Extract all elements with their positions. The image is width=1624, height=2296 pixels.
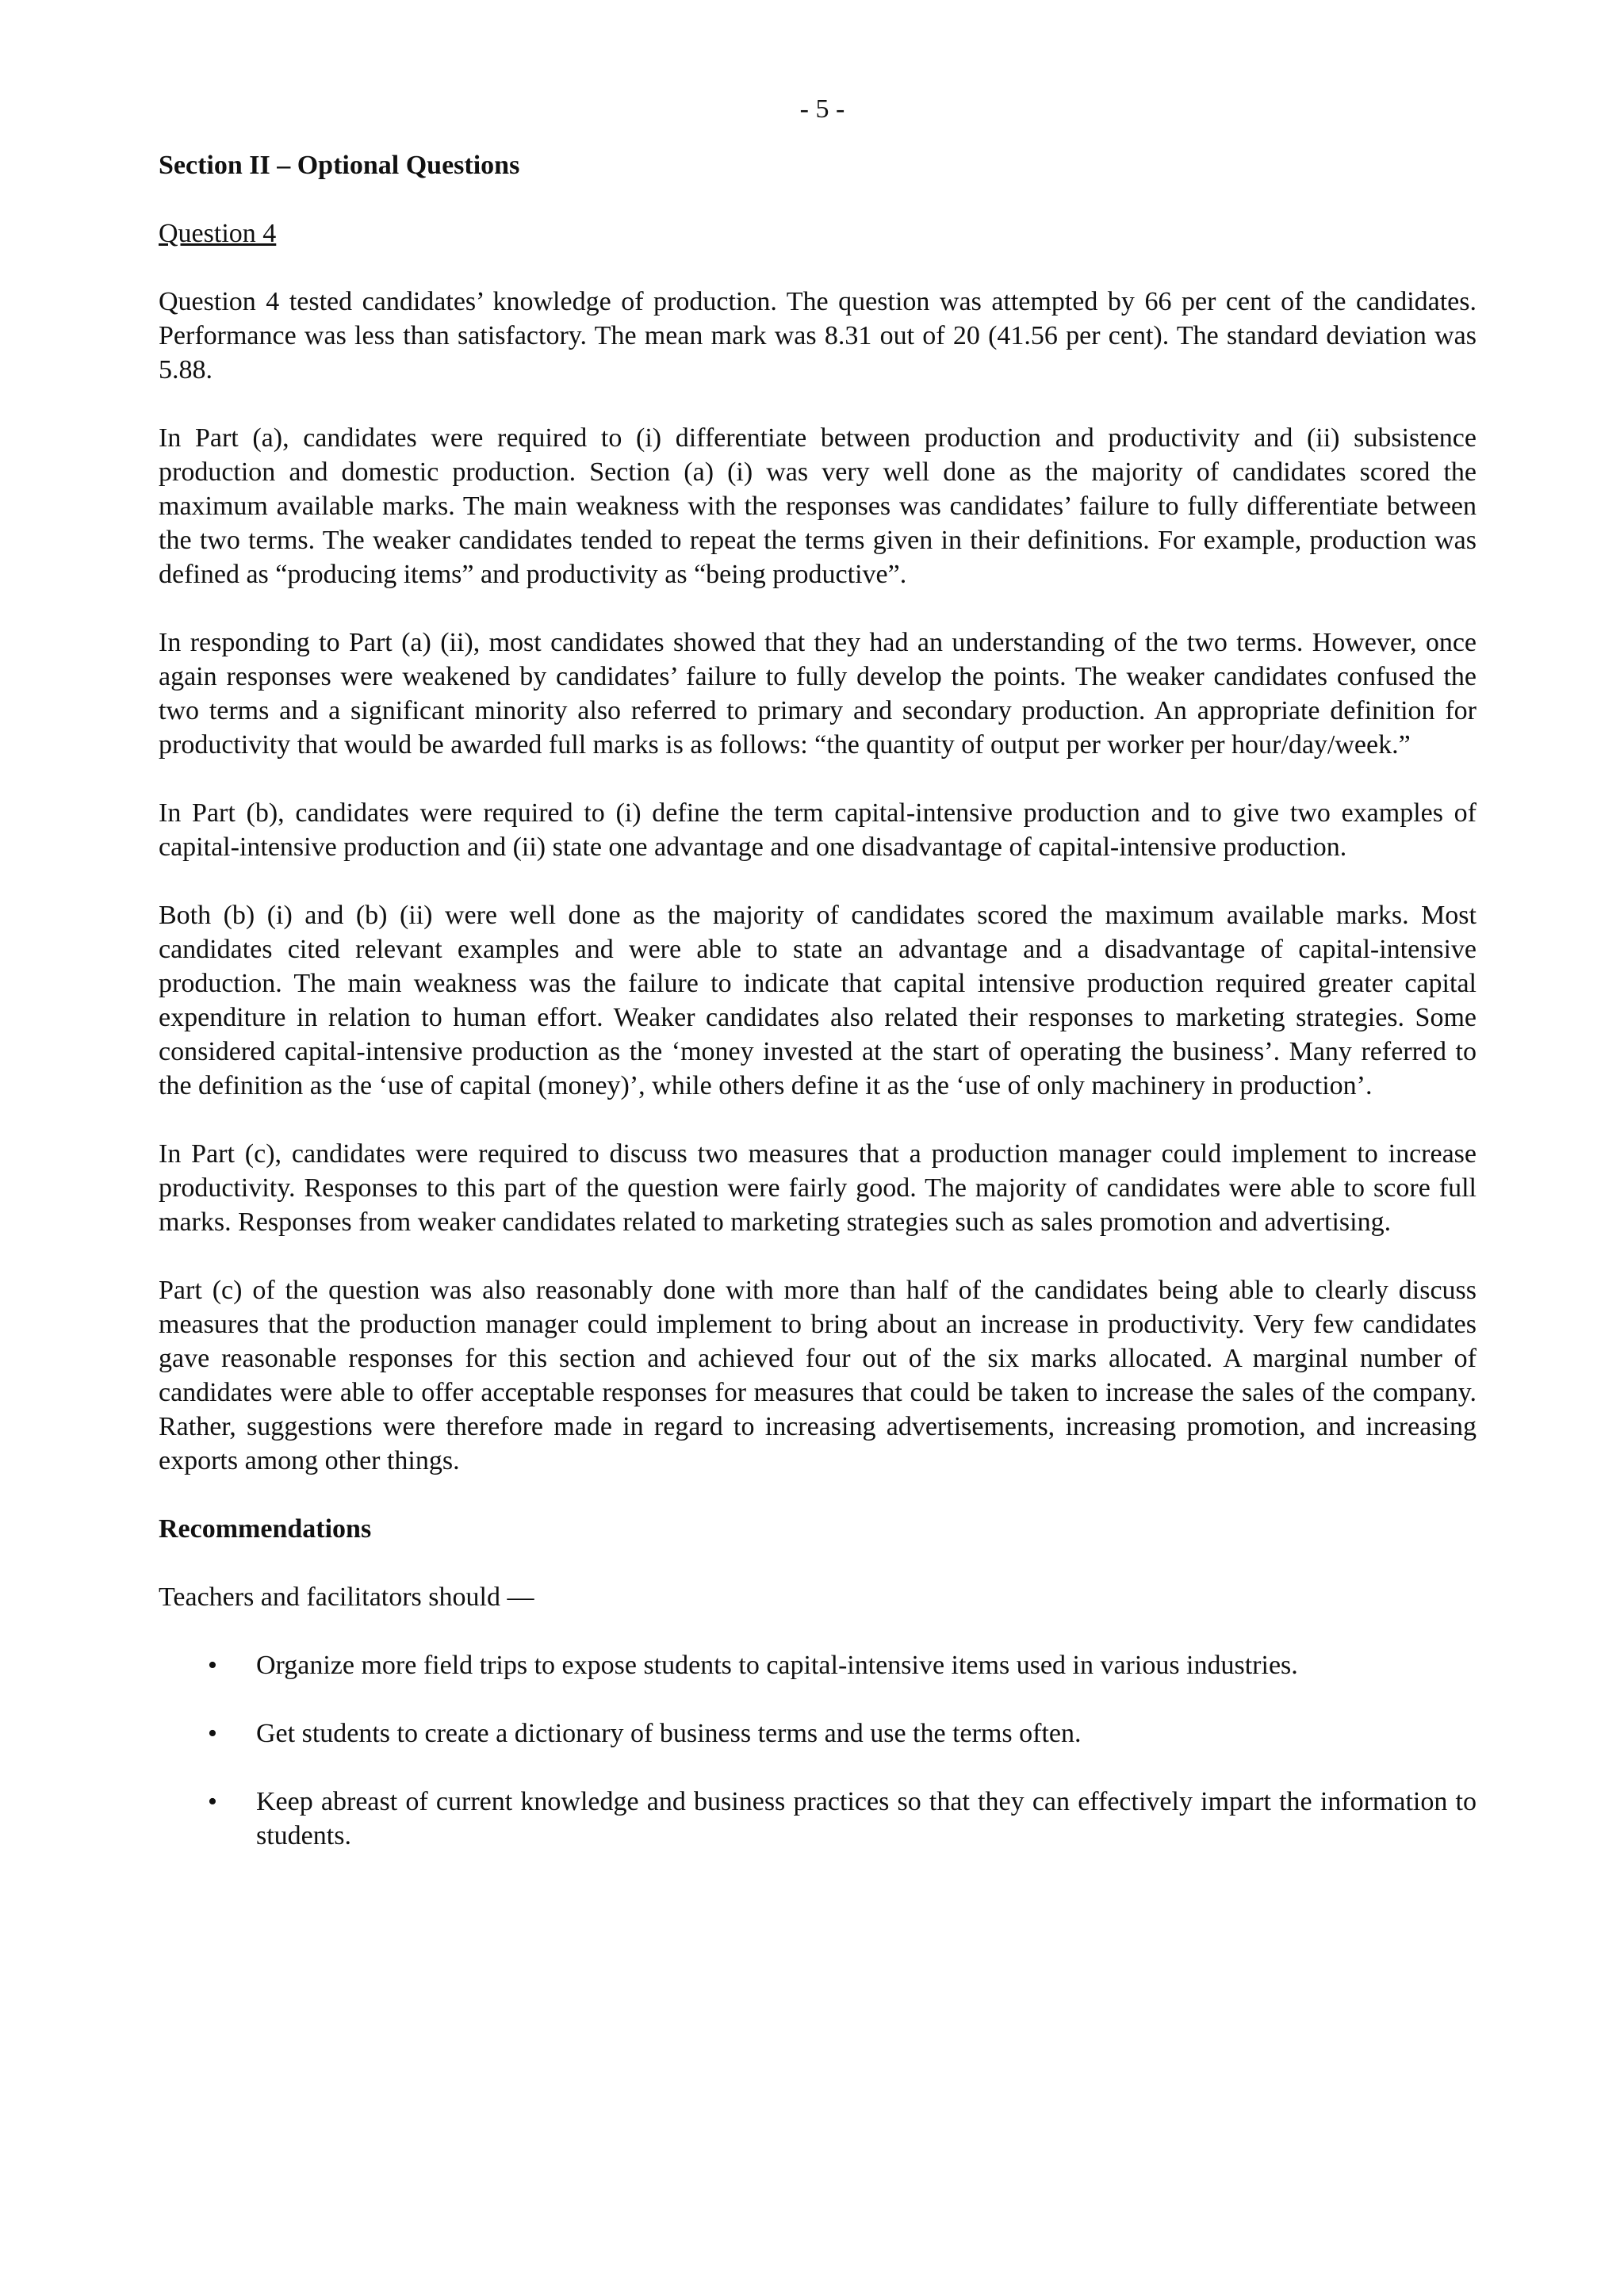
paragraph-part-b: In Part (b), candidates were required to (i) define the term capital-intensive production and to give two examples of capital-intensive production and (ii) state one advantage and one disadvantage of capital-intensive production. (159, 798, 1477, 862)
page-number: - 5 - (799, 94, 845, 124)
paragraph-part-c-performance: Part (c) of the question was also reasonably done with more than half of the candidates being able to clearly discuss measures that the production manager could implement to bring about an increase in productivity. Very few candidates gave reasonable responses for this section and achieved four out of the six marks allocated. A marginal number of candidates were able to offer acceptable responses for measures that could be taken to increase the sales of the company. Rather, suggestions were therefore made in regard to increasing advertisements, increasing promotion, and increasing exports among other things. (159, 1276, 1477, 1475)
list-item-text: Keep abreast of current knowledge and business practices so that they can effectively impart the information to students. (256, 1787, 1477, 1850)
bullet-icon: • (208, 1787, 217, 1816)
list-item-text: Get students to create a dictionary of business terms and use the terms often. (256, 1719, 1082, 1748)
bullet-icon: • (208, 1651, 217, 1680)
recommendations-lead: Teachers and facilitators should — (159, 1582, 534, 1612)
paragraph-part-b-performance: Both (b) (i) and (b) (ii) were well done as the majority of candidates scored the maximum available marks. Most candidates cited relevant examples and were able to state an advantage and a disadvantage of capital-intensive production. The main weakness was the failure to indicate that capital intensive production required greater capital expenditure in relation to human effort. Weaker candidates also related their responses to marketing strategies. Some considered capital-intensive production as the ‘money invested at the start of operating the business’. Many referred to the definition as the ‘use of capital (money)’, while others define it as the ‘use of only machinery in production’. (159, 901, 1477, 1100)
paragraph-part-a-i: In Part (a), candidates were required to (i) differentiate between production and productivity and (ii) subsistence production and domestic production. Section (a) (i) was very well done as the majority of candidates scored the maximum available marks. The main weakness with the responses was candidates’ failure to fully differentiate between the two terms. The weaker candidates tended to repeat the terms given in their definitions. For example, production was defined as “producing items” and productivity as “being productive”. (159, 423, 1477, 589)
section-heading: Section II – Optional Questions (159, 151, 520, 180)
question-title: Question 4 (159, 219, 277, 248)
recommendations-list (159, 1648, 1477, 1853)
list-item (159, 1648, 1477, 1682)
paragraph-part-a-ii: In responding to Part (a) (ii), most candidates showed that they had an understanding of the two terms. However, once again responses were weakened by candidates’ failure to fully develop the points. The weaker candidates confused the two terms and a significant minority also referred to primary and secondary production. An appropriate definition for productivity that would be awarded full marks is as follows: “the quantity of output per worker per hour/day/week.” (159, 628, 1477, 760)
list-item-text: Organize more field trips to expose students to capital-intensive items used in various industries. (256, 1651, 1298, 1680)
recommendations-heading: Recommendations (159, 1514, 372, 1544)
list-item (159, 1716, 1477, 1751)
list-item (159, 1785, 1477, 1853)
paragraph-intro: Question 4 tested candidates’ knowledge of production. The question was attempted by 66 per cent of the candidates. Performance was less than satisfactory. The mean mark was 8.31 out of 20 (41.56 per cent). The standard deviation was 5.88. (159, 287, 1477, 385)
paragraph-part-c: In Part (c), candidates were required to discuss two measures that a production manager could implement to increase productivity. Responses to this part of the question were fairly good. The majority of candidates were able to score full marks. Responses from weaker candidates related to marketing strategies such as sales promotion and advertising. (159, 1139, 1477, 1237)
bullet-icon: • (208, 1719, 217, 1748)
